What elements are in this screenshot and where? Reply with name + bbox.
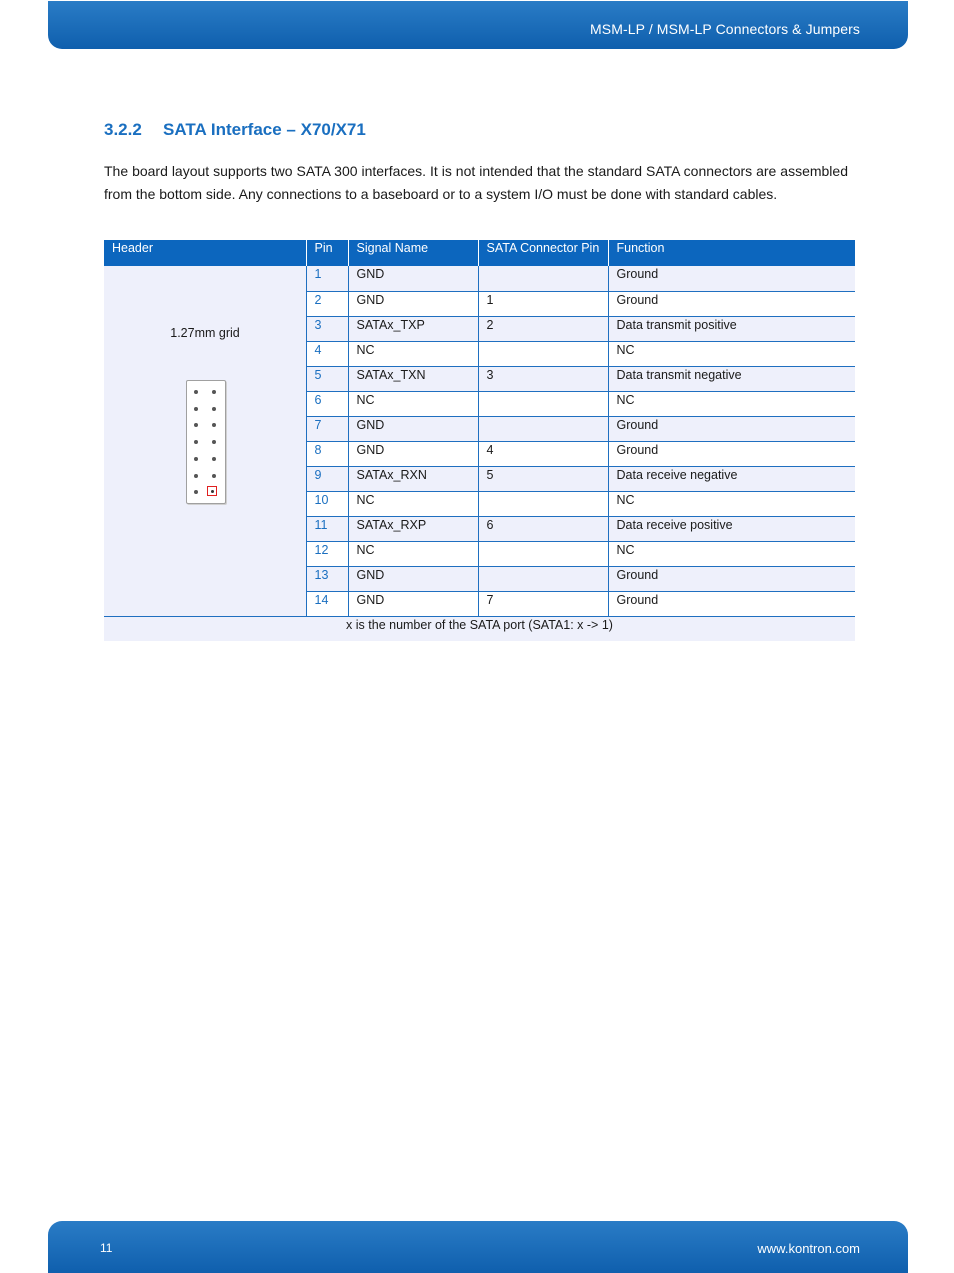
table-row	[104, 266, 855, 291]
grid-label: 1.27mm grid	[170, 326, 240, 340]
pin-number: 6	[306, 391, 348, 416]
sata-pin: 3	[478, 366, 608, 391]
sata-pin	[478, 541, 608, 566]
pin-dot	[194, 457, 198, 461]
pin-dot	[212, 423, 216, 427]
sata-pin	[478, 266, 608, 291]
pin-function: NC	[608, 491, 855, 516]
document-title: MSM-LP / MSM-LP Connectors & Jumpers	[590, 21, 860, 37]
pin-function: Ground	[608, 291, 855, 316]
pin-number: 13	[306, 566, 348, 591]
signal-name: SATAx_TXP	[348, 316, 478, 341]
signal-name: NC	[348, 391, 478, 416]
pin-dot	[194, 407, 198, 411]
connector-header-cell	[104, 266, 306, 616]
sata-pin	[478, 416, 608, 441]
signal-name: GND	[348, 441, 478, 466]
pin-dot	[212, 457, 216, 461]
pin-function: NC	[608, 391, 855, 416]
pin-function: Ground	[608, 416, 855, 441]
sata-pin	[478, 341, 608, 366]
signal-name: SATAx_TXN	[348, 366, 478, 391]
pin-number: 5	[306, 366, 348, 391]
page-header-bar	[48, 1, 908, 49]
signal-name: NC	[348, 341, 478, 366]
pin-function: Ground	[608, 591, 855, 616]
column-header: SATA Connector Pin	[478, 240, 608, 266]
signal-name: NC	[348, 491, 478, 516]
sata-pin	[478, 391, 608, 416]
pin-number: 3	[306, 316, 348, 341]
pinout-table	[104, 240, 855, 641]
sata-pin	[478, 566, 608, 591]
pin-number: 9	[306, 466, 348, 491]
page-number: 11	[100, 1241, 113, 1255]
sata-pin: 6	[478, 516, 608, 541]
signal-name: SATAx_RXN	[348, 466, 478, 491]
pin-dot	[194, 423, 198, 427]
pin-function: Data receive negative	[608, 466, 855, 491]
pin-number: 12	[306, 541, 348, 566]
section-heading	[104, 120, 366, 140]
pin-function: Data transmit negative	[608, 366, 855, 391]
pin1-marker	[207, 486, 217, 496]
table-footnote: x is the number of the SATA port (SATA1: x -> 1)	[104, 616, 855, 641]
section-number: 3.2.2	[104, 120, 142, 139]
pin-function: NC	[608, 341, 855, 366]
sata-pin: 4	[478, 441, 608, 466]
pin-dot	[212, 474, 216, 478]
pin-number: 7	[306, 416, 348, 441]
sata-pin: 1	[478, 291, 608, 316]
pin-dot	[212, 390, 216, 394]
connector-diagram	[186, 380, 226, 504]
signal-name: GND	[348, 266, 478, 291]
footer-url: www.kontron.com	[757, 1241, 860, 1256]
pin-function: Ground	[608, 441, 855, 466]
pin-number: 10	[306, 491, 348, 516]
pin-dot	[194, 390, 198, 394]
pin-number: 8	[306, 441, 348, 466]
sata-pin: 7	[478, 591, 608, 616]
pin-dot	[194, 474, 198, 478]
table-footnote-row	[104, 616, 855, 641]
column-header: Signal Name	[348, 240, 478, 266]
section-paragraph: The board layout supports two SATA 300 interfaces. It is not intended that the standard SATA connectors are assembled from the bottom side. Any connections to a baseboard or to a system I/O must be done with standard cables.	[104, 163, 848, 202]
column-header: Function	[608, 240, 855, 266]
pin-function: Ground	[608, 566, 855, 591]
pin-dot	[212, 407, 216, 411]
pin-number: 1	[306, 266, 348, 291]
column-header: Header	[104, 240, 306, 266]
table-header-row	[104, 240, 855, 266]
pin-function: NC	[608, 541, 855, 566]
signal-name: GND	[348, 566, 478, 591]
sata-pin: 2	[478, 316, 608, 341]
page-footer-bar	[48, 1221, 908, 1273]
pin-function: Data receive positive	[608, 516, 855, 541]
pin-dot	[194, 490, 198, 494]
column-header: Pin	[306, 240, 348, 266]
pin-number: 2	[306, 291, 348, 316]
pin-number: 4	[306, 341, 348, 366]
signal-name: NC	[348, 541, 478, 566]
signal-name: GND	[348, 591, 478, 616]
pin-dot	[212, 440, 216, 444]
sata-pin: 5	[478, 466, 608, 491]
sata-pin	[478, 491, 608, 516]
signal-name: SATAx_RXP	[348, 516, 478, 541]
pin-function: Data transmit positive	[608, 316, 855, 341]
signal-name: GND	[348, 416, 478, 441]
pin-dot	[194, 440, 198, 444]
pin-function: Ground	[608, 266, 855, 291]
pin-number: 14	[306, 591, 348, 616]
signal-name: GND	[348, 291, 478, 316]
section-title: SATA Interface – X70/X71	[163, 120, 366, 139]
pin-number: 11	[306, 516, 348, 541]
